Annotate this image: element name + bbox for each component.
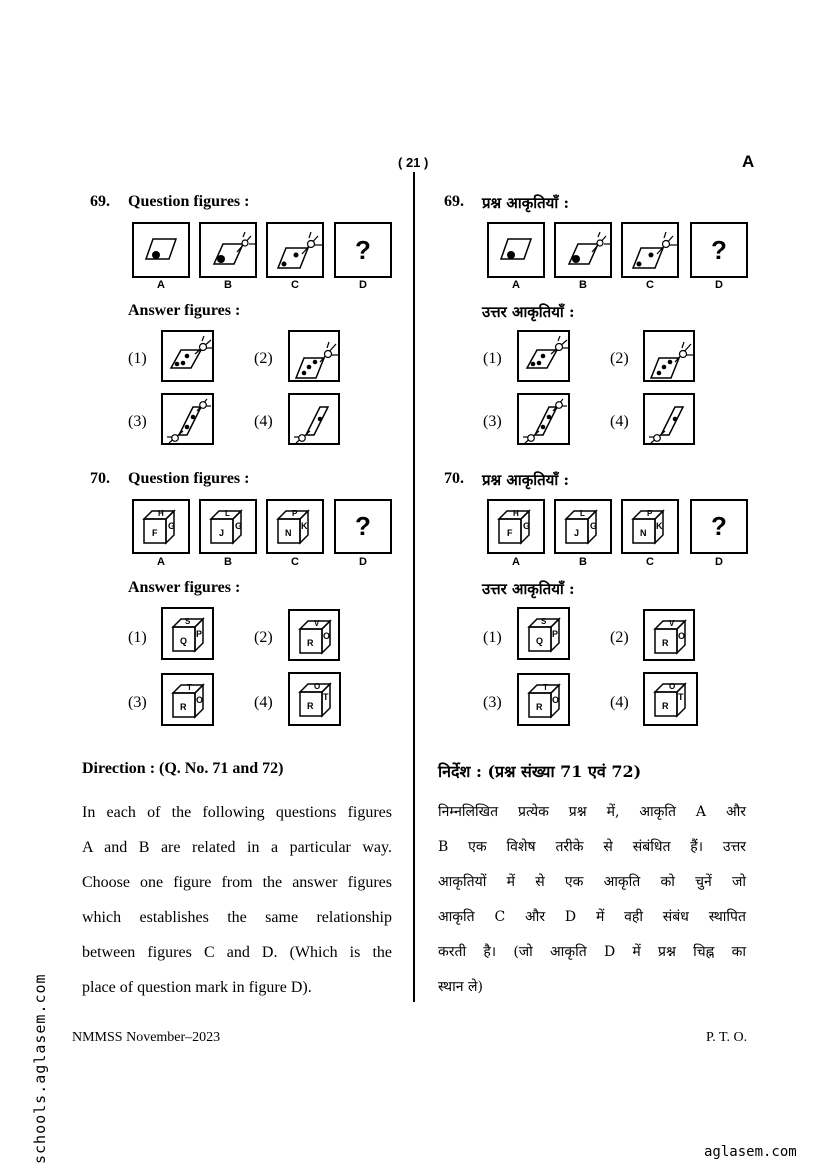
column-divider — [413, 172, 415, 1002]
q70-letter-a-hi: A — [512, 556, 520, 568]
q70-figure-c — [266, 499, 324, 554]
q69-option-2-label: (2) — [254, 350, 273, 367]
q69-option-4-label-hi: (4) — [610, 413, 629, 430]
cube-front-letter: Q — [180, 636, 188, 646]
q69-number: 69. — [90, 193, 110, 210]
q69-question-label-hi: प्रश्न आकृतियाँ : — [482, 194, 569, 212]
direction-heading-hi: निर्देश : (प्रश्न संख्या 71 एवं 72) — [438, 762, 642, 781]
q70-option-2-hi[interactable] — [643, 609, 695, 661]
q69-option-3-label: (3) — [128, 413, 147, 430]
footer-exam-name: NMMSS November–2023 — [72, 1030, 221, 1045]
cube-top-letter: V — [669, 619, 675, 628]
cube-side-letter: G — [590, 521, 598, 531]
direction-line-en: In each of the following questions figures — [82, 804, 392, 821]
q70-option-3-label: (3) — [128, 694, 147, 711]
cube-side-letter: K — [656, 521, 663, 531]
q70-figure-b — [199, 499, 257, 554]
cube-top-letter: V — [314, 619, 320, 628]
cube-top-letter: S — [541, 617, 547, 626]
direction-text-hi — [438, 795, 746, 1005]
direction-line-hi: निम्नलिखित प्रत्येक प्रश्न में, आकृति A और — [438, 804, 746, 820]
q69-option-1-label: (1) — [128, 350, 147, 367]
q69-question-label: Question figures : — [128, 193, 250, 210]
q70-letter-d-hi: D — [715, 556, 723, 568]
q70-figure-c-hi — [621, 499, 679, 554]
q69-letter-c: C — [291, 279, 299, 291]
q69-figure-a-hi — [487, 222, 545, 278]
q70-option-2-label: (2) — [254, 629, 273, 646]
q70-letter-b-hi: B — [579, 556, 587, 568]
q70-option-4-hi[interactable] — [643, 672, 698, 726]
direction-line-hi: करती है। (जो आकृति D में प्रश्न चिह्न का — [438, 944, 746, 960]
q69-answer-label: Answer figures : — [128, 302, 241, 319]
q69-answer-label-hi: उत्तर आकृतियाँ : — [482, 303, 575, 321]
q69-option-3-label-hi: (3) — [483, 413, 502, 430]
q69-option-1[interactable] — [161, 330, 214, 382]
q70-letter-c: C — [291, 556, 299, 568]
direction-line-en: place of question mark in figure D). — [82, 979, 312, 996]
cube-front-letter: F — [152, 528, 158, 538]
q70-option-2-label-hi: (2) — [610, 629, 629, 646]
cube-top-letter: H — [158, 509, 164, 518]
cube-front-letter: R — [307, 638, 314, 648]
cube-front-letter: R — [662, 638, 669, 648]
q69-option-3-hi[interactable] — [517, 393, 570, 445]
q70-figure-a-hi — [487, 499, 545, 554]
q70-figure-d-hi — [690, 499, 748, 554]
cube-front-letter: N — [640, 528, 647, 538]
direction-text-en — [82, 795, 392, 1005]
q69-question-mark-hi: ? — [711, 234, 727, 265]
cube-side-letter: O — [323, 631, 331, 641]
q70-letter-b: B — [224, 556, 232, 568]
q70-letter-a: A — [157, 556, 165, 568]
q69-question-mark: ? — [355, 234, 371, 265]
q70-option-1-label-hi: (1) — [483, 629, 502, 646]
q69-option-3[interactable] — [161, 393, 214, 445]
q69-option-4[interactable] — [288, 393, 340, 445]
q70-number-hi: 70. — [444, 470, 464, 487]
cube-front-letter: R — [307, 701, 314, 711]
q69-figure-b-hi — [554, 222, 612, 278]
footer-pto: P. T. O. — [706, 1030, 748, 1045]
q70-option-3-label-hi: (3) — [483, 694, 502, 711]
q70-letter-d: D — [359, 556, 367, 568]
q69-option-4-label: (4) — [254, 413, 273, 430]
q69-letter-b: B — [224, 279, 232, 291]
cube-top-letter: O — [669, 682, 676, 691]
q70-figure-a — [132, 499, 190, 554]
q70-answer-label-hi: उत्तर आकृतियाँ : — [482, 580, 575, 598]
cube-top-letter: T — [187, 683, 192, 692]
cube-front-letter: F — [507, 528, 513, 538]
cube-top-letter: L — [580, 509, 585, 518]
set-code: A — [742, 152, 755, 171]
q70-option-1-label: (1) — [128, 629, 147, 646]
cube-top-letter: H — [513, 509, 519, 518]
side-watermark: schools.aglasem.com — [31, 973, 49, 1164]
q69-letter-a: A — [157, 279, 165, 291]
cube-front-letter: Q — [536, 636, 544, 646]
cube-top-letter: L — [225, 509, 230, 518]
direction-line-en: between figures C and D. (Which is the — [82, 944, 392, 961]
cube-front-letter: N — [285, 528, 292, 538]
q69-figure-d — [334, 222, 392, 278]
q70-number: 70. — [90, 470, 110, 487]
q69-figure-c — [266, 222, 324, 278]
q70-option-4[interactable] — [288, 672, 341, 726]
q69-figure-d-hi — [690, 222, 748, 278]
q69-letter-d-hi: D — [715, 279, 723, 291]
direction-heading-en: Direction : (Q. No. 71 and 72) — [82, 760, 284, 777]
q69-number-hi: 69. — [444, 193, 464, 210]
q69-option-1-label-hi: (1) — [483, 350, 502, 367]
q70-option-1-hi[interactable] — [517, 607, 570, 660]
q70-option-2[interactable] — [288, 609, 340, 661]
q69-option-1-hi[interactable] — [517, 330, 570, 382]
q70-answer-label: Answer figures : — [128, 579, 241, 596]
direction-line-en: A and B are related in a particular way. — [82, 839, 392, 856]
cube-front-letter: R — [536, 702, 543, 712]
cube-top-letter: T — [543, 683, 548, 692]
q69-letter-a-hi: A — [512, 279, 520, 291]
cube-side-letter: G — [168, 521, 176, 531]
direction-line-hi: स्थान ले) — [438, 979, 483, 995]
direction-line-en: Choose one figure from the answer figures — [82, 874, 392, 891]
q70-figure-b-hi — [554, 499, 612, 554]
cube-side-letter: K — [301, 521, 308, 531]
q70-question-mark: ? — [355, 511, 371, 541]
q70-option-4-label-hi: (4) — [610, 694, 629, 711]
direction-line-hi: आकृति C और D में वही संबंध स्थापित — [438, 909, 746, 925]
q69-figure-a — [132, 222, 190, 278]
q69-option-2[interactable] — [288, 330, 340, 382]
q70-figure-d — [334, 499, 392, 554]
cube-side-letter: O — [678, 631, 686, 641]
page-number: ( 21 ) — [398, 155, 429, 170]
cube-top-letter: P — [292, 509, 298, 518]
direction-line-hi: B एक विशेष तरीके से संबंधित हैं। उत्तर — [438, 839, 746, 855]
q70-question-label-hi: प्रश्न आकृतियाँ : — [482, 471, 569, 489]
cube-top-letter: S — [185, 617, 191, 626]
cube-front-letter: R — [180, 702, 187, 712]
q69-letter-d: D — [359, 279, 367, 291]
q70-question-label: Question figures : — [128, 470, 250, 487]
q69-figure-b — [199, 222, 257, 278]
q70-letter-c-hi: C — [646, 556, 654, 568]
cube-side-letter: T — [323, 692, 329, 702]
q69-letter-c-hi: C — [646, 279, 654, 291]
cube-front-letter: J — [574, 528, 580, 538]
q69-option-2-hi[interactable] — [643, 330, 695, 382]
direction-line-hi: आकृतियों में से एक आकृति को चुनें जो — [438, 874, 746, 890]
cube-side-letter: P — [552, 629, 559, 639]
q69-option-4-hi[interactable] — [643, 393, 695, 445]
cube-side-letter: P — [196, 629, 203, 639]
cube-side-letter: O — [196, 695, 204, 705]
q69-letter-b-hi: B — [579, 279, 587, 291]
direction-line-en: which establishes the same relationship — [82, 909, 392, 926]
cube-top-letter: O — [314, 682, 321, 691]
cube-top-letter: P — [647, 509, 653, 518]
cube-side-letter: T — [678, 692, 684, 702]
bottom-watermark: aglasem.com — [704, 1144, 797, 1160]
q70-option-3[interactable] — [161, 673, 214, 726]
q70-question-mark-hi: ? — [711, 511, 727, 541]
q70-option-3-hi[interactable] — [517, 673, 570, 726]
cube-front-letter: J — [219, 528, 225, 538]
q70-option-4-label: (4) — [254, 694, 273, 711]
q70-option-1[interactable] — [161, 607, 214, 660]
q69-figure-c-hi — [621, 222, 679, 278]
q69-option-2-label-hi: (2) — [610, 350, 629, 367]
cube-side-letter: G — [235, 521, 243, 531]
cube-side-letter: O — [552, 695, 560, 705]
cube-front-letter: R — [662, 701, 669, 711]
cube-side-letter: G — [523, 521, 531, 531]
